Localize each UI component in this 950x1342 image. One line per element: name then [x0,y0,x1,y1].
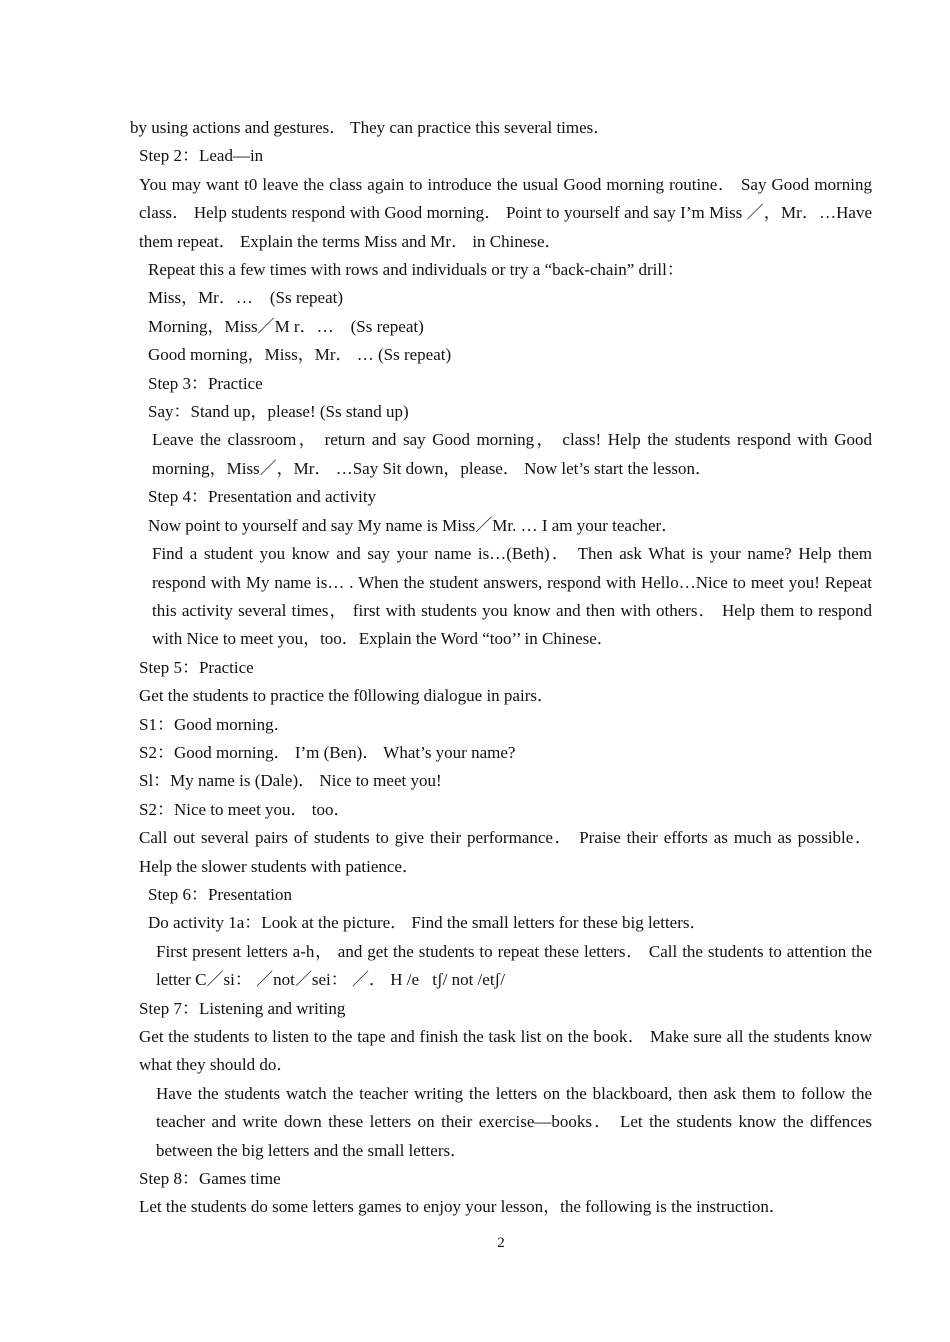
paragraph-continuation: by using actions and gestures． They can practice this several times． [130,118,611,137]
say-stand-up: Say：Stand up，please! (Ss stand up) [148,402,409,422]
paragraph-lead-in: You may want t0 leave the class again to introduce the usual Good morning routine． Say Good morning class． Help students respond with Good morning． Point to yourself and say I’m Miss ／，Mr．…Have them repeat． Explain the terms Miss and Mr． in Chinese． [139,174,872,251]
step-6-heading: Step 6：Presentation [148,884,293,904]
step-4-heading: Step 4：Presentation and activity [148,487,377,507]
paragraph-leave-classroom: Leave the classroom， return and say Good morning， class! Help the students respond with Good morning，Miss／，Mr． …Say Sit down，please． Now let’s start the lesson． [152,430,872,478]
paragraph-listen-tape: Get the students to listen to the tape and finish the task list on the book． Make sure all the students know what they should do． [139,1027,872,1075]
drill-line-3: Good morning，Miss，Mr． … (Ss repeat) [148,345,452,365]
dialogue-line-3: Sl：My name is (Dale)． Nice to meet you! [139,771,442,791]
dialogue-line-2: S2：Good morning． I’m (Ben)． What’s your name? [139,742,516,762]
paragraph-watch-teacher: Have the students watch the teacher writing the letters on the blackboard, then ask them to follow the teacher and write down these letters on their exercise—books． Let the students know the diffences between the big letters and the small letters． [156,1083,872,1160]
drill-line-2: Morning，Miss／M r．… (Ss repeat) [148,316,424,336]
step-5-heading: Step 5：Practice [139,657,254,677]
paragraph-games: Let the students do some letters games to enjoy your lesson，the following is the instruction． [139,1197,786,1217]
paragraph-present-letters: First present letters a-h， and get the students to repeat these letters． Call the students to attention the letter C／si： ／not／sei： ／． H /e tʃ/ not /etʃ/ [156,941,872,990]
paragraph-activity-1a: Do activity 1a：Look at the picture． Find the small letters for these big letters． [148,913,707,933]
paragraph-dialogue-intro: Get the students to practice the f0llowing dialogue in pairs． [139,686,554,706]
paragraph-call-out: Call out several pairs of students to give their performance． Praise their efforts as much as possible． Help the slower students with patience． [139,828,872,876]
dialogue-line-4: S2：Nice to meet you． too． [139,799,351,819]
paragraph-point-to-yourself: Now point to yourself and say My name is Miss／Mr. … I am your teacher． [148,515,679,535]
paragraph-repeat: Repeat this a few times with rows and individuals or try a “back-chain” drill： [148,260,684,280]
step-3-heading: Step 3：Practice [148,373,263,393]
page-number: 2 [497,1235,505,1251]
page-body [130,114,872,1222]
paragraph-find-student: Find a student you know and say your name is…(Beth)． Then ask What is your name? Help them respond with My name is… . When the student answers, respond with Hello…Nice to meet you! Repeat this activity several times， first with students you know and then with others． Help them to respond with Nice to meet you，too．Explain the Word “too’’ in Chinese． [152,544,872,649]
step-7-heading: Step 7：Listening and writing [139,998,346,1018]
step-8-heading: Step 8：Games time [139,1169,281,1189]
dialogue-line-1: S1：Good morning． [139,714,291,734]
step-2-heading: Step 2：Lead—in [139,146,264,166]
drill-line-1: Miss，Mr．… (Ss repeat) [148,288,344,308]
